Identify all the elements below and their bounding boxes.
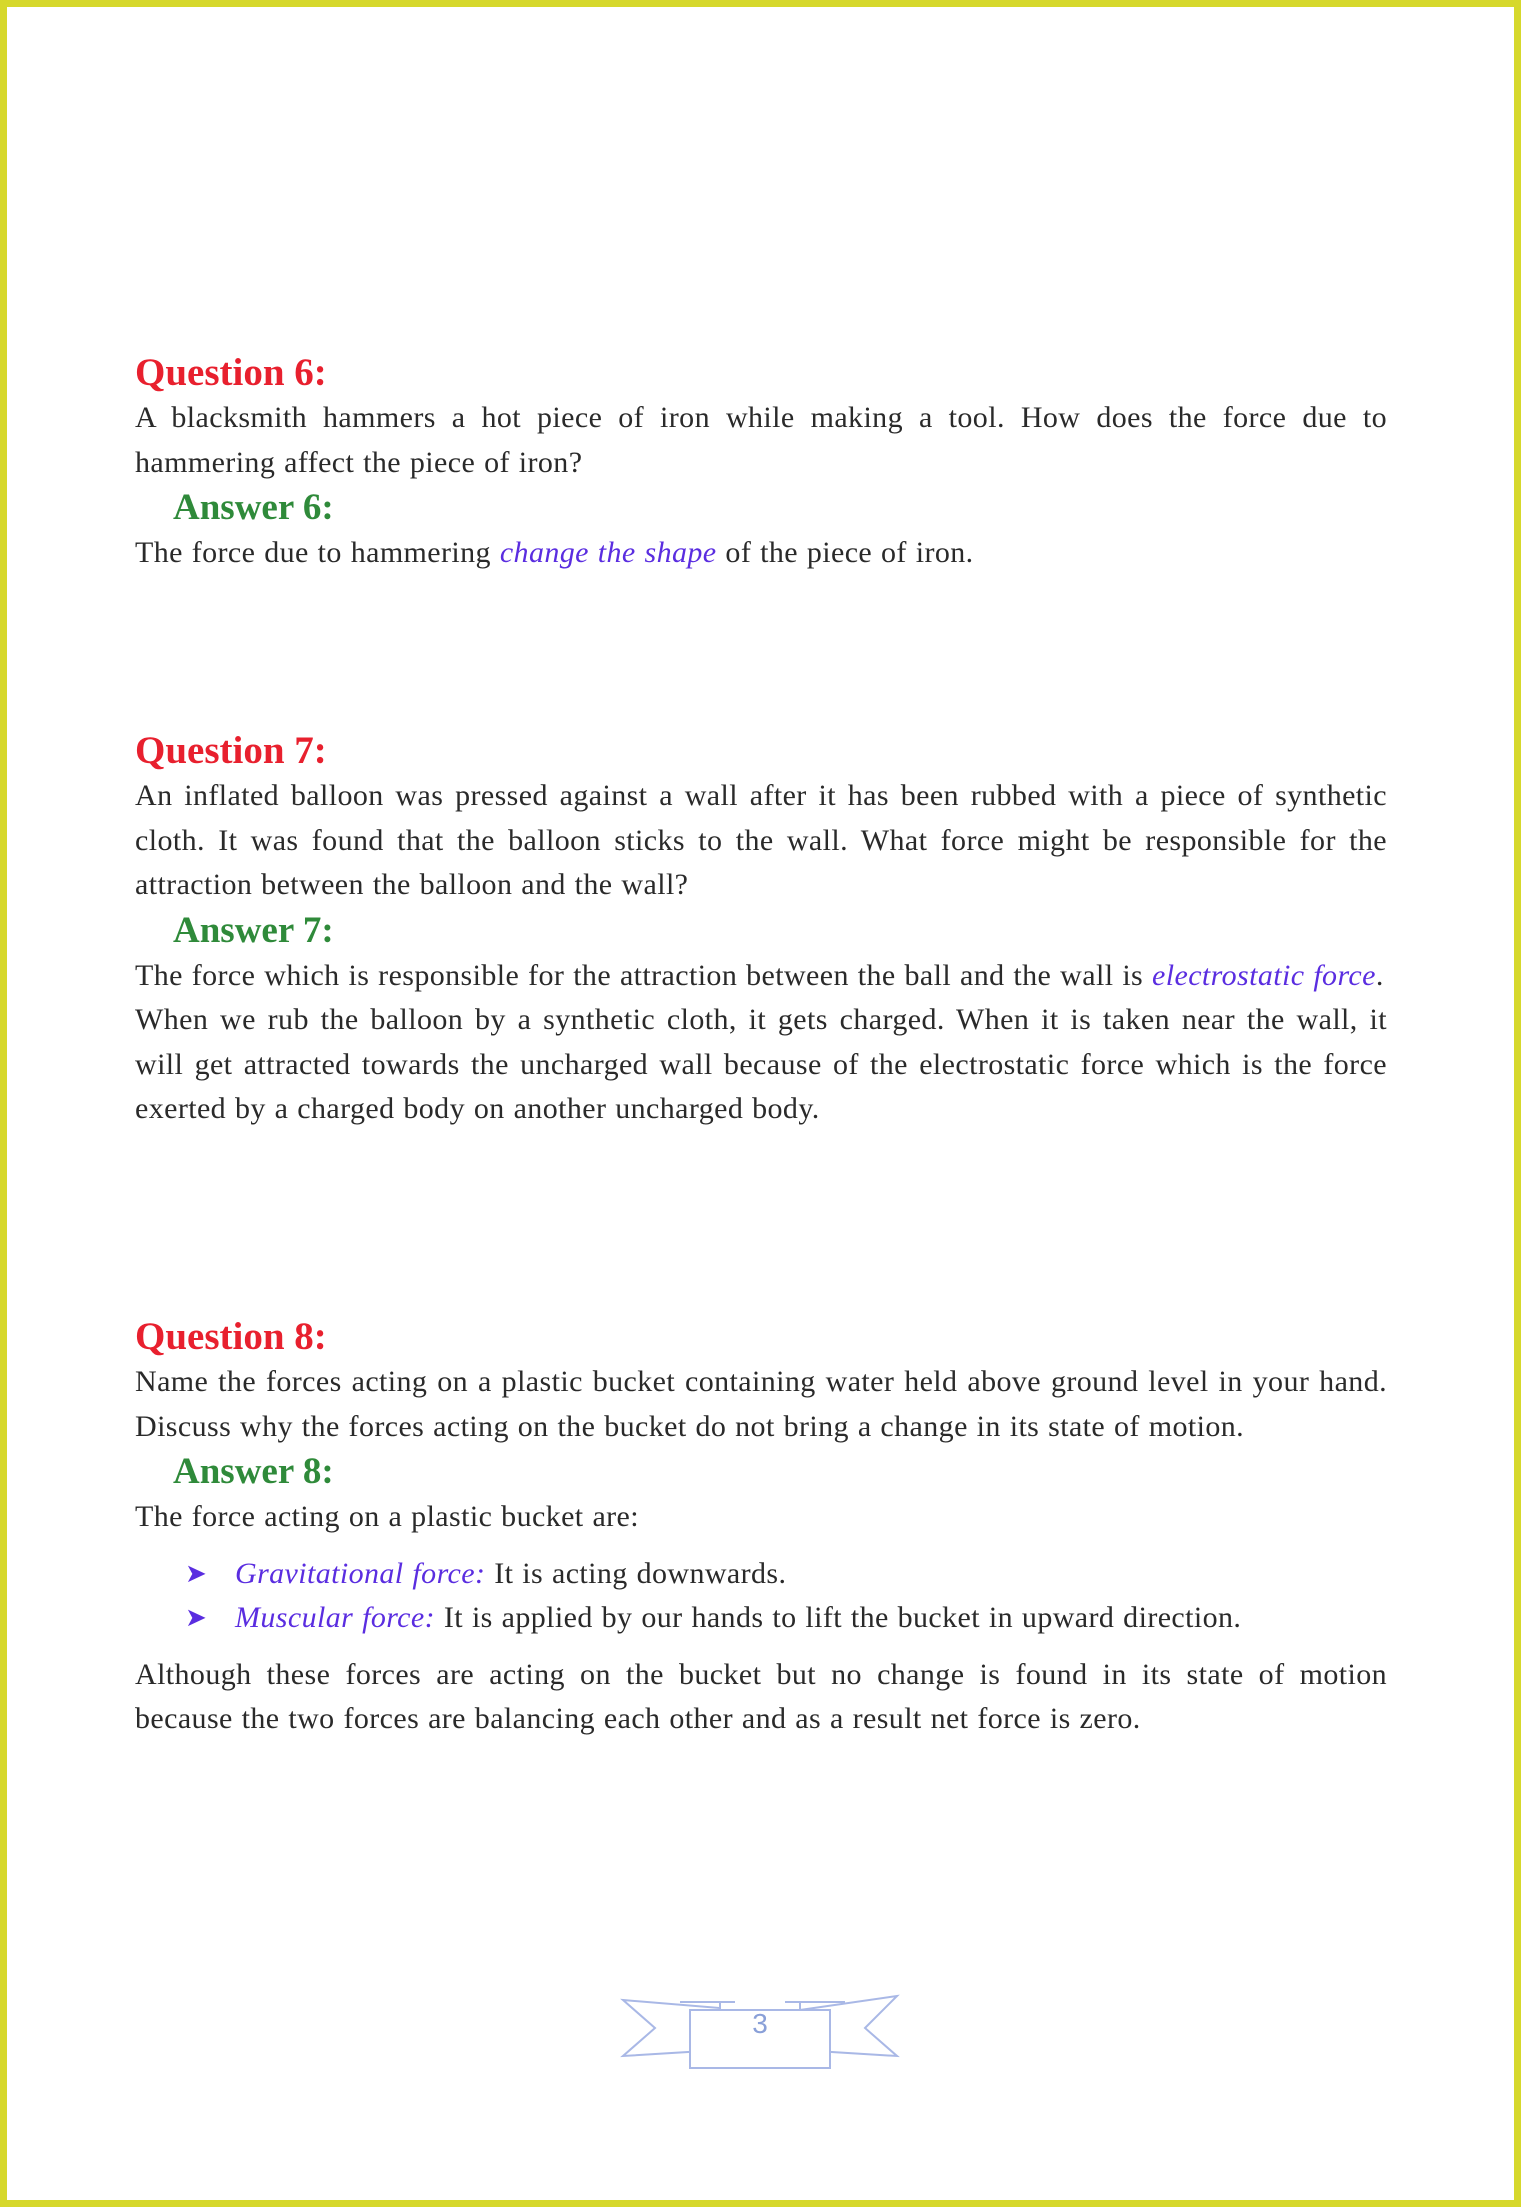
question-7 (135, 728, 1387, 1132)
list-item (185, 1552, 1387, 1597)
question-text: Name the forces acting on a plastic bucket containing water held above ground level in your hand. Discuss why the forces acting on the bucket do not bring a change in its state of motion. (135, 1365, 1387, 1443)
arrow-bullet-icon: ➤ (185, 1558, 208, 1588)
page-number-ribbon (615, 1988, 905, 2073)
list-item (185, 1596, 1387, 1641)
answer-explanation: When we rub the balloon by a synthetic cloth, it gets charged. When it is taken near the wall, it will get attracted towards the uncharged wall because of the electrostatic force which is the force exerted by a charged body on another uncharged body. (135, 1003, 1387, 1125)
answer-title: Answer 6: (173, 487, 334, 528)
question-title: Question 7: (135, 729, 327, 772)
question-title: Question 8: (135, 1315, 327, 1358)
answer-title: Answer 8: (173, 1451, 334, 1492)
question-text: A blacksmith hammers a hot piece of iron while making a tool. How does the force due to hammering affect the piece of iron? (135, 401, 1387, 479)
answer-intro: The force acting on a plastic bucket are: (135, 1500, 640, 1533)
answer-text-pre: The force which is responsible for the attraction between the ball and the wall is (135, 958, 1153, 992)
page-number: 3 (752, 2008, 768, 2039)
force-desc: It is acting downwards. (485, 1556, 787, 1590)
question-title: Question 6: (135, 351, 327, 394)
answer-text (135, 531, 1387, 576)
arrow-bullet-icon: ➤ (185, 1603, 208, 1632)
answer-title: Answer 7: (173, 909, 334, 951)
question-8 (135, 1314, 1387, 1742)
question-text: An inflated balloon was pressed against a wall after it has been rubbed with a piece of synthetic cloth. It was found that the balloon sticks to the wall. What force might be responsible for the attraction between the balloon and the wall? (135, 779, 1387, 901)
answer-highlight: change the shape (499, 536, 717, 569)
force-list (135, 1552, 1387, 1641)
answer-explanation: Although these forces are acting on the bucket but no change is found in its state of motion because the two forces are balancing each other and as a result net force is zero. (135, 1657, 1387, 1735)
force-term: Muscular force: (235, 1601, 436, 1634)
answer-highlight: electrostatic force (1152, 958, 1376, 992)
force-desc: It is applied by our hands to lift the bucket in upward direction. (435, 1601, 1242, 1634)
answer-text (135, 954, 1387, 999)
question-6 (135, 350, 1387, 576)
force-term: Gravitational force: (235, 1556, 486, 1590)
answer-text-post: of the piece of iron. (716, 536, 974, 569)
answer-text-post: . (1375, 958, 1384, 992)
answer-text-pre: The force due to hammering (135, 536, 500, 569)
